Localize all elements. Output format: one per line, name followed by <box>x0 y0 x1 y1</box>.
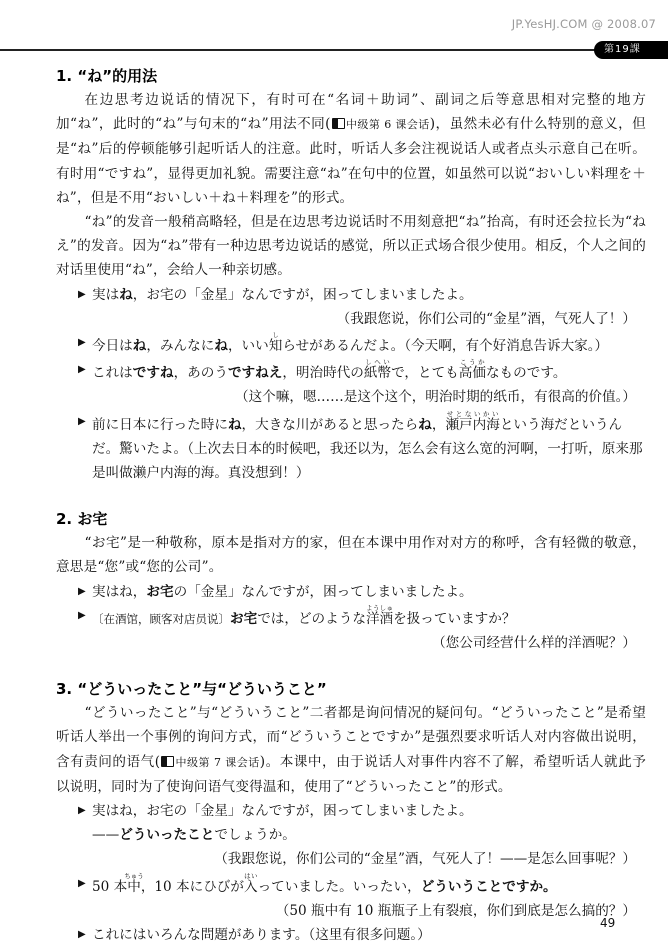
page-content <box>56 64 646 945</box>
example-item: ▶ これにはいろんな問題があります。（这里有很多问题。） <box>56 923 646 945</box>
example-item: ▶ 50 本中ちゅう，10 本にひびが入はいっていました。いったい，どういうことですか。 <box>78 871 557 895</box>
section-title: 1. “ね”的用法 <box>56 67 158 85</box>
furigana: 高価こうか <box>458 358 486 382</box>
example-item: ▶ 実はね，お宅の「金星」なんですが，困ってしまいましたよ。 <box>56 799 646 823</box>
bullet-icon: ▶ <box>78 877 86 889</box>
reference-text: 中级第 6 课会话 <box>345 118 430 132</box>
example-translation: （50 瓶中有 10 瓶瓶子上有裂痕，你们到底是怎么搞的？） <box>275 902 636 919</box>
paragraph: “どういったこと”与“どういうこと”二者都是询问情况的疑问句。“どういったこと”是希望听话人举出一个事例的询问方式，而“どういうことですか”是强烈要求听话人对内容做出说明，含有责问的语气( 中级第 7 课会话)。本课中，由于说话人对事件内容不了解，希望听话人就此予以说明，同时为了使询问语气变得温和，使用了“どういったこと”的形式。 <box>56 705 647 795</box>
paragraph: 在边思考边说话的情况下，有时可在“名词＋助词”、副词之后等意思相对完整的地方加“ね”，此时的“ね”与句末的“ね”用法不同( 中级第 6 课会话)，虽然未必有什么特别的意义，但是“ね”后的停顿能够引起听话人的注意。此时，听话人多会注视说话人或者点头示意自己在听。有时用“ですね”，显得更加礼貌。需要注意“ね”在句中的位置，如虽然可以说“おいしい料理を＋ね”，但是不用“おいしい＋ね＋料理を”的形式。 <box>56 92 646 206</box>
bullet-icon: ▶ <box>78 585 86 597</box>
bullet-icon: ▶ <box>78 805 86 817</box>
example-translation: （我跟您说，你们公司的“金星”酒，气死人了！） <box>336 310 636 327</box>
example-item: ▶ 〔在酒馆，顾客对店员说〕お宅では，どのような洋酒ようしゅを扱っていますか？ <box>78 603 516 627</box>
section-otaku <box>56 507 646 655</box>
section-title: 3. “どういったこと”与“どういうこと” <box>56 680 327 699</box>
reference-text: 中级第 7 课会话 <box>175 755 260 769</box>
example-reply: ——どういったことでしょうか。 <box>92 827 296 844</box>
book-icon <box>332 118 345 129</box>
example-item: ▶ これはですね，あのうですねえ，明治時代の紙幣しへいで，とても高価こうかなものです。 <box>78 358 567 382</box>
book-icon <box>161 756 174 767</box>
furigana: 瀬戸内海せとないかい <box>445 409 500 433</box>
section-title: 2. お宅 <box>56 510 108 529</box>
furigana: 知し <box>268 331 283 355</box>
example-item: ▶ 今日はね，みんなにね，いい知しらせがあるんだよ。（今天啊，有个好消息告诉大家。） <box>78 331 609 355</box>
furigana: 洋酒ようしゅ <box>365 603 394 627</box>
context-note: 〔在酒馆，顾客对店员说〕 <box>92 611 230 626</box>
bullet-icon: ▶ <box>78 364 86 376</box>
paragraph: “ね”的发音一般稍高略轻，但是在边思考边说话时不用刻意把“ね”抬高，有时还会拉长为“ねえ”的发音。因为“ね”带有一种边思考边说话的感觉，所以正式场合很少使用。相反，个人之间的对话里使用“ね”，会给人一种亲切感。 <box>56 214 646 279</box>
paragraph: “お宅”是一种敬称，原本是指对方的家，但在本课中用作对对方的称呼，含有轻微的敬意，意思是“您”或“您的公司”。 <box>56 535 646 576</box>
bullet-icon: ▶ <box>78 609 86 621</box>
bullet-icon: ▶ <box>78 929 86 941</box>
example-item: ▶ 前に日本に行った時にね，大きな川があると思ったらね，瀬戸内海せとないかいという海だというんだ。驚いたよ。（上次去日本的时候吧，我还以为，怎么会有这么宽的河啊，一打听，原来那是叫做濑户内海的海。真没想到！） <box>78 409 643 482</box>
furigana: 紙幣しへい <box>363 358 392 382</box>
example-translation: （这个嘛，嗯……是这个这个，明治时期的纸币，有很高的价值。） <box>234 389 636 406</box>
header-rule <box>0 49 600 51</box>
example-item: ▶ 実はね，お宅の「金星」なんですが，困ってしまいましたよ。 <box>56 580 646 604</box>
section-ne-usage <box>56 64 646 485</box>
bullet-icon: ▶ <box>78 288 86 300</box>
section-douitta-koto <box>56 677 646 945</box>
example-translation: （我跟您说，你们公司的“金星”酒，气死人了！——是怎么回事呢？） <box>214 851 636 868</box>
example-translation: （您公司经营什么样的洋酒呢？） <box>432 635 636 652</box>
watermark: JP.YesHJ.COM @ 2008.07 <box>511 17 656 31</box>
bullet-icon: ▶ <box>78 415 86 427</box>
lesson-badge: 第19課 <box>594 41 668 59</box>
furigana: 入はい <box>244 871 258 895</box>
bullet-icon: ▶ <box>78 337 86 349</box>
example-item: ▶ 実はね，お宅の「金星」なんですが，困ってしまいましたよ。 <box>56 283 646 307</box>
furigana: 中ちゅう <box>124 871 144 895</box>
page-number: 49 <box>600 916 616 930</box>
